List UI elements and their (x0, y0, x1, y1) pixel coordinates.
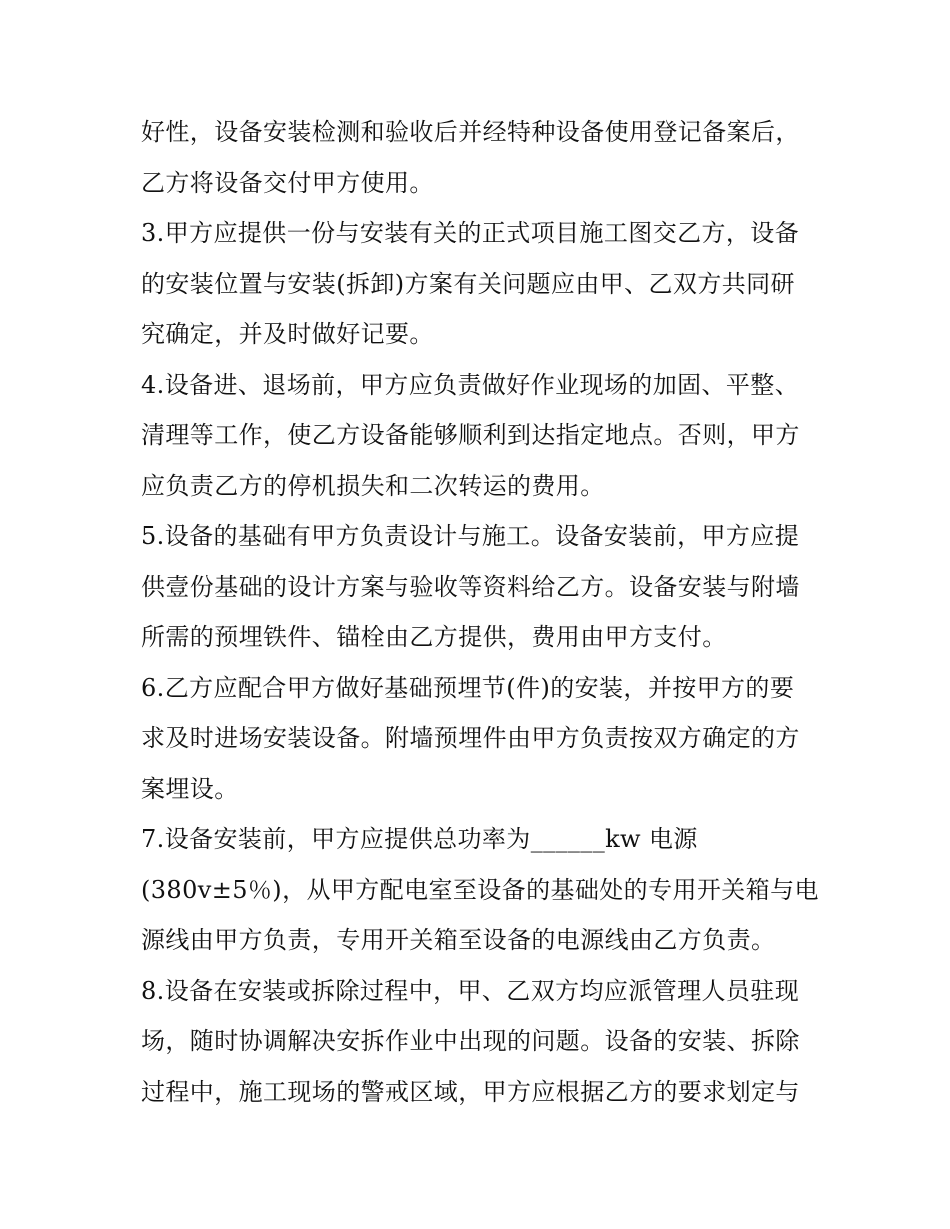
text-line: 乙方将设备交付甲方使用。 (141, 168, 434, 197)
text-line: 清理等工作，使乙方设备能够顺利到达指定地点。否则，甲方 (141, 421, 800, 449)
text-line: 过程中，施工现场的警戒区域，甲方应根据乙方的要求划定与 (141, 1077, 800, 1106)
text-line: 所需的预埋铁件、锚栓由乙方提供，费用由甲方支付。 (141, 623, 727, 651)
text-line: 好性，设备安装检测和验收后并经特种设备使用登记备案后， (141, 118, 800, 146)
text-line: 源线由甲方负责，专用开关箱至设备的电源线由乙方负责。 (141, 926, 776, 954)
text-line: 5.设备的基础有甲方负责设计与施工。设备安装前，甲方应提 (141, 522, 800, 550)
text-line: 的安装位置与安装(拆卸)方案有关问题应由甲、乙双方共同研 (141, 269, 795, 298)
text-line: (380v±5％)，从甲方配电室至设备的基础处的专用开关箱与电 (141, 875, 819, 904)
text-line: 案埋设。 (141, 774, 239, 803)
text-line: 6.乙方应配合甲方做好基础预埋节(件)的安装，并按甲方的要 (141, 673, 795, 702)
text-line: 求及时进场安装设备。附墙预埋件由甲方负责按双方确定的方 (141, 724, 800, 752)
text-line: 4.设备进、退场前，甲方应负责做好作业现场的加固、平整、 (141, 370, 800, 399)
text-line: 供壹份基础的设计方案与验收等资料给乙方。设备安装与附墙 (141, 572, 800, 601)
text-line: 7.设备安装前，甲方应提供总功率为______kw 电源 (141, 825, 698, 853)
text-line: 3.甲方应提供一份与安装有关的正式项目施工图交乙方，设备 (141, 219, 800, 247)
text-line: 场，随时协调解决安拆作业中出现的问题。设备的安装、拆除 (141, 1027, 800, 1055)
text-line: 究确定，并及时做好记要。 (141, 320, 434, 348)
text-line: 8.设备在安装或拆除过程中，甲、乙双方均应派管理人员驻现 (141, 976, 800, 1005)
document-body (141, 107, 821, 1117)
text-line: 应负责乙方的停机损失和二次转运的费用。 (141, 471, 605, 500)
